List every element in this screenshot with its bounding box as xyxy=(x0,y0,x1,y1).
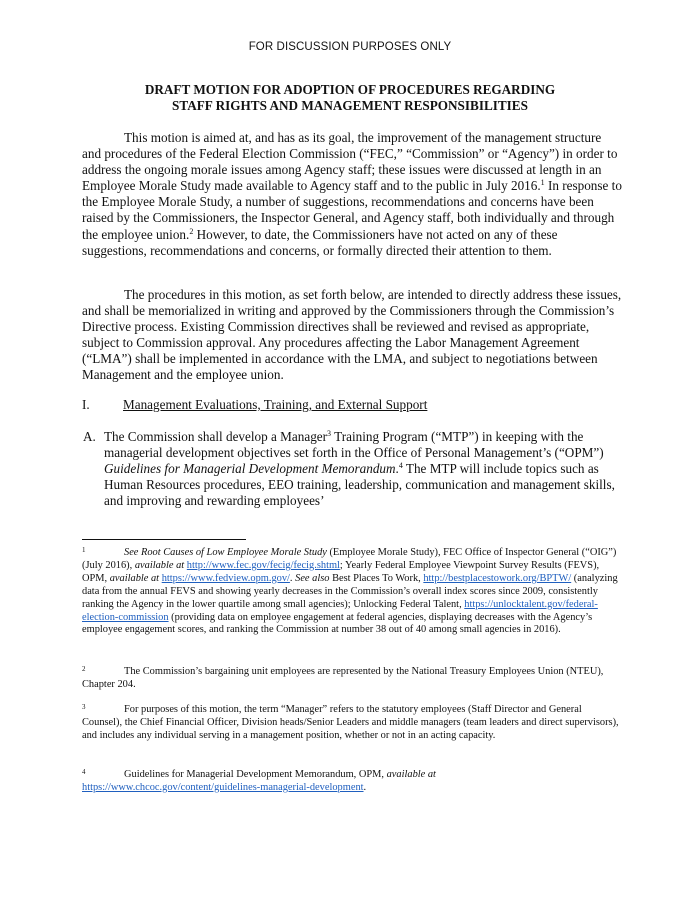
unlocktalent-link[interactable]: https://unlocktalent.gov/federal-election-commission xyxy=(82,598,598,623)
fn1-italic-3: available at xyxy=(109,572,160,584)
fn3-text: For purposes of this motion, the term “Manager” refers to the statutory employees (Staff Director and General Counsel), the Chief Financial Officer, Division heads/Senior Leaders and middle managers (team leaders and direct supervisors), and includes any individual serving in a management position, whether or not in an acting capacity. xyxy=(82,704,619,741)
p1-text-c: However, to date, the Commissioners have not acted on any of these suggestions, recommendations and concerns, or formally directed their attention to them. xyxy=(82,226,558,258)
fn4-italic: available at xyxy=(386,769,436,780)
fn1-text-2: ; Yearly Federal Employee Viewpoint Survey Results (FEVS), OPM, xyxy=(82,559,600,584)
bestplaces-link[interactable]: http://bestplacestowork.org/BPTW/ xyxy=(423,572,572,584)
fn1-text-3: . xyxy=(289,572,296,584)
footnote-number: 3 xyxy=(82,703,86,711)
footnote-divider xyxy=(82,539,246,540)
section-title: Management Evaluations, Training, and External Support xyxy=(123,397,428,412)
item-a-text-2: Training Program (“MTP”) in keeping with the managerial development objectives set forth in the Office of Personal Management’s (“OPM”) xyxy=(104,429,604,461)
fn1-italic-4: See also xyxy=(295,572,330,584)
section-number: I. xyxy=(82,397,90,412)
discussion-banner: FOR DISCUSSION PURPOSES ONLY xyxy=(248,41,452,53)
item-a-text-3: . xyxy=(395,461,399,477)
fn1-text-6: (providing data on employee engagement at federal agencies, displaying decreases with the Agency’s employee engagement scores, and ranking the Commission at number 38 out of 40 among small agencies in 2016). xyxy=(82,611,593,636)
footnote-ref-2[interactable]: 2 xyxy=(189,226,194,236)
footnote-number: 4 xyxy=(82,768,86,776)
item-letter: A. xyxy=(83,429,96,444)
intro-paragraph xyxy=(82,130,622,259)
footnote-2 xyxy=(82,663,622,692)
document-title xyxy=(0,82,700,114)
fedview-link[interactable]: https://www.fedview.opm.gov/ xyxy=(161,572,290,584)
fn1-italic-1: See Root Causes of Low Employee Morale Study xyxy=(124,547,327,558)
p2-text: The procedures in this motion, as set forth below, are intended to directly address these issues, and shall be memorialized in writing and approved by the Commissioners through the Commission’s Directive process. Existing Commission directives shall be reviewed and revised as appropriate, subject to Commission approval. Any procedures affecting the Labor Management Agreement (“LMA”) shall be implemented in accordance with the LMA, and subject to negotiations between Management and the employee union. xyxy=(82,287,622,383)
footnote-1 xyxy=(82,544,622,637)
fn1-text-1: (Employee Morale Study), FEC Office of Inspector General (“OIG”) (July 2016), xyxy=(82,547,617,571)
fn1-italic-2: available at xyxy=(134,559,185,571)
footnote-ref-3[interactable]: 3 xyxy=(327,429,332,438)
fn4-text-1: Guidelines for Managerial Development Memorandum, OPM, xyxy=(124,769,387,780)
footnote-number: 2 xyxy=(82,665,86,673)
footnote-ref-4[interactable]: 4 xyxy=(398,461,403,471)
footnote-ref-1[interactable]: 1 xyxy=(540,178,545,188)
footnote-4 xyxy=(82,766,622,795)
title-line-2: STAFF RIGHTS AND MANAGEMENT RESPONSIBILITIES xyxy=(172,98,528,113)
section-item-a xyxy=(83,429,624,509)
fec-oig-link[interactable]: http://www.fec.gov/fecig/fecig.shtml xyxy=(186,559,340,571)
chcoc-link[interactable]: https://www.chcoc.gov/content/guidelines-managerial-development xyxy=(82,781,364,793)
title-line-1: DRAFT MOTION FOR ADOPTION OF PROCEDURES REGARDING xyxy=(144,82,556,97)
fn4-text-2: . xyxy=(363,781,367,793)
item-a-italic-title: Guidelines for Managerial Development Memorandum xyxy=(104,461,396,477)
footnote-number: 1 xyxy=(82,546,86,554)
p1-text-a: This motion is aimed at, and has as its goal, the improvement of the management structure and procedures of the Federal Election Commission (“FEC,” “Commission” or “Agency”) in order to address the ongoing morale issues among Agency staff; these issues were discussed at length in an Employee Morale Study made available to Agency staff and to the public in July 2016. xyxy=(82,130,618,194)
fn1-text-5: (analyzing data from the annual FEVS and showing yearly decreases in the Commission’s overall index scores since 2009, consistently ranking the Agency in the lower quartile among small agencies); Unlocking Federal Talent, xyxy=(82,572,618,610)
procedures-paragraph xyxy=(82,287,622,384)
footnote-3 xyxy=(82,701,622,743)
item-a-text-4: The MTP will include topics such as Human Resources procedures, EEO training, leadership, communication and management skills, and improving and rewarding employees’ xyxy=(104,461,615,509)
item-a-text-1: The Commission shall develop a Manager xyxy=(104,429,328,444)
p1-text-b: In response to the Employee Morale Study, a number of suggestions, recommendations and concerns have been raised by the Commissioners, the Inspector General, and Agency staff, both individually and through the employee union. xyxy=(82,178,622,242)
fn1-text-4: Best Places To Work, xyxy=(329,572,424,584)
fn2-text: The Commission’s bargaining unit employees are represented by the National Treasury Employees Union (NTEU), Chapter 204. xyxy=(82,666,604,690)
